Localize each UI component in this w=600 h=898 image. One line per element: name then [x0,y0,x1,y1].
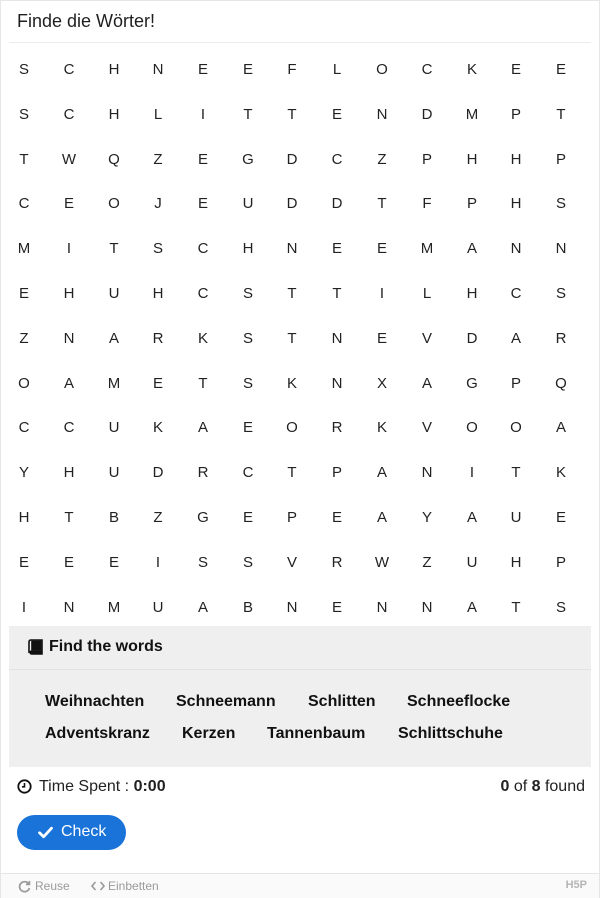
grid-letter-cell[interactable]: K [466,61,477,78]
grid-letter-cell[interactable]: T [511,598,521,616]
check-button[interactable] [17,815,126,850]
words-panel-title: Find the words [49,638,163,655]
grid-letter-cell[interactable]: U [108,419,120,437]
grid-letter-cell[interactable]: S [18,105,29,123]
grid-row [1,362,599,407]
grid-letter-cell[interactable]: F [287,61,297,78]
check-icon [38,826,53,839]
grid-letter-cell[interactable]: T [198,374,208,392]
grid-letter-cell[interactable]: H [510,195,522,213]
grid-letter-cell[interactable]: S [242,374,253,392]
grid-letter-cell[interactable]: D [286,195,298,213]
grid-letter-cell[interactable]: B [242,598,253,616]
grid-letter-cell[interactable]: R [331,419,343,437]
grid-letter-cell[interactable]: M [107,374,121,392]
grid-letter-cell[interactable]: E [376,240,387,258]
grid-letter-cell[interactable]: E [376,329,387,347]
grid-letter-cell[interactable]: H [466,150,478,168]
found-counter [500,778,585,796]
grid-letter-cell[interactable]: Y [18,464,29,482]
grid-letter-cell[interactable]: N [286,240,298,258]
time-spent-value: 0:00 [133,778,166,795]
grid-letter-cell[interactable]: T [19,150,29,168]
grid-letter-cell[interactable]: S [242,329,253,347]
grid-letter-cell[interactable]: U [466,553,478,571]
grid-letter-cell[interactable]: K [376,419,387,437]
grid-letter-cell[interactable]: S [242,553,253,571]
grid-letter-cell[interactable]: Y [421,508,432,526]
grid-letter-cell[interactable]: I [379,284,385,302]
grid-letter-cell[interactable]: X [376,374,387,392]
grid-letter-cell[interactable]: N [376,105,388,123]
found-text: found [540,778,585,795]
grid-letter-cell[interactable]: A [466,508,477,526]
word-item: Tannenbaum [267,725,366,742]
grid-letter-cell[interactable]: V [421,419,432,437]
grid-letter-cell[interactable]: C [18,195,30,213]
grid-letter-cell[interactable]: Q [108,150,120,168]
grid-letter-cell[interactable]: N [63,329,75,347]
word-item: Schlitten [308,693,376,710]
grid-letter-cell[interactable]: U [108,464,120,482]
grid-letter-cell[interactable]: S [555,598,566,616]
grid-letter-cell[interactable]: H [510,553,522,571]
grid-letter-cell[interactable]: S [555,284,566,302]
grid-letter-cell[interactable]: T [287,105,297,123]
grid-letter-cell[interactable]: C [331,150,343,168]
grid-letter-cell[interactable]: E [242,508,253,526]
footer-bar [1,873,599,898]
grid-letter-cell[interactable]: H [108,105,120,123]
grid-letter-cell[interactable]: N [421,598,433,616]
word-item: Schneemann [176,693,276,710]
words-panel-header [9,626,591,670]
status-bar [17,776,585,798]
clock-icon [17,779,32,794]
grid-letter-cell[interactable]: E [331,598,342,616]
grid-letter-cell[interactable]: T [64,508,74,526]
grid-letter-cell[interactable]: I [66,240,72,258]
grid-letter-cell[interactable]: E [242,419,253,437]
grid-letter-cell[interactable]: M [107,598,121,616]
grid-letter-cell[interactable]: G [242,150,254,168]
word-item: Kerzen [182,725,236,742]
words-panel [9,626,591,767]
grid-letter-cell[interactable]: Z [19,329,29,347]
reuse-link[interactable]: Reuse [35,879,70,893]
grid-letter-cell[interactable]: E [555,61,566,78]
grid-letter-cell[interactable]: E [555,508,566,526]
grid-letter-cell[interactable]: E [63,553,74,571]
grid-letter-cell[interactable]: O [286,419,298,437]
grid-letter-cell[interactable]: A [197,419,208,437]
grid-letter-cell[interactable]: S [152,240,163,258]
h5p-logo: H5P [565,879,587,891]
grid-letter-cell[interactable]: H [242,240,254,258]
title-divider [9,42,591,43]
check-button-label: Check [61,823,107,840]
grid-letter-cell[interactable]: A [376,464,387,482]
found-of-text: of [509,778,532,795]
grid-letter-cell[interactable]: K [152,419,163,437]
grid-letter-cell[interactable]: T [243,105,253,123]
grid-letter-cell[interactable]: T [377,195,387,213]
grid-letter-cell[interactable]: M [420,240,434,258]
grid-letter-cell[interactable]: T [287,464,297,482]
embed-icon [91,881,105,891]
grid-row [1,317,599,362]
book-icon [28,639,43,655]
grid-letter-cell[interactable]: N [376,598,388,616]
time-spent-label: Time Spent : [39,778,134,795]
grid-letter-cell[interactable]: M [465,105,479,123]
grid-letter-cell[interactable]: O [376,61,388,78]
grid-letter-cell[interactable]: T [332,284,342,302]
grid-letter-cell[interactable]: O [510,419,522,437]
grid-row [1,406,599,451]
grid-letter-cell[interactable]: E [63,195,74,213]
grid-letter-cell[interactable]: N [286,598,298,616]
grid-row [1,227,599,272]
grid-letter-cell[interactable]: Z [377,150,387,168]
grid-row [1,541,599,586]
grid-letter-cell[interactable]: A [466,240,477,258]
grid-letter-cell[interactable]: H [510,150,522,168]
grid-letter-cell[interactable]: P [421,150,432,168]
grid-letter-cell[interactable]: E [108,553,119,571]
grid-letter-cell[interactable]: Z [153,150,163,168]
grid-row [1,48,599,93]
grid-row [1,451,599,496]
grid-letter-cell[interactable]: A [197,598,208,616]
grid-letter-cell[interactable]: E [18,284,29,302]
grid-letter-cell[interactable]: P [510,105,521,123]
grid-letter-cell[interactable]: A [555,419,566,437]
grid-letter-cell[interactable]: E [152,374,163,392]
grid-letter-cell[interactable]: L [153,105,163,123]
grid-letter-cell[interactable]: T [109,240,119,258]
page-title: Finde die Wörter! [17,11,156,31]
grid-letter-cell[interactable]: D [331,195,343,213]
grid-letter-cell[interactable]: W [374,553,390,571]
grid-letter-cell[interactable]: G [197,508,209,526]
grid-letter-cell[interactable]: E [242,61,253,78]
grid-letter-cell[interactable]: D [286,150,298,168]
grid-letter-cell[interactable]: T [287,329,297,347]
found-total: 8 [531,778,541,795]
grid-letter-cell[interactable]: K [197,329,208,347]
grid-letter-cell[interactable]: O [108,195,120,213]
grid-letter-cell[interactable]: N [555,240,567,258]
grid-letter-cell[interactable]: T [287,284,297,302]
grid-letter-cell[interactable]: S [242,284,253,302]
reuse-icon [18,880,31,893]
grid-letter-cell[interactable]: C [63,419,75,437]
grid-letter-cell[interactable]: E [331,240,342,258]
grid-letter-cell[interactable]: R [152,329,164,347]
grid-letter-cell[interactable]: A [108,329,119,347]
grid-letter-cell[interactable]: A [466,598,477,616]
grid-letter-cell[interactable]: C [421,61,433,78]
grid-letter-cell[interactable]: A [63,374,74,392]
grid-letter-cell[interactable]: E [510,61,521,78]
grid-letter-cell[interactable]: N [331,374,343,392]
grid-letter-cell[interactable]: V [286,553,297,571]
grid-letter-cell[interactable]: C [242,464,254,482]
found-count: 0 [500,778,510,795]
grid-letter-cell[interactable]: E [197,195,208,213]
grid-letter-cell[interactable]: V [421,329,432,347]
grid-letter-cell[interactable]: P [510,374,521,392]
grid-row [1,93,599,138]
grid-letter-cell[interactable]: N [152,61,164,78]
word-item: Weihnachten [45,693,145,710]
word-item: Schneeflocke [407,693,511,710]
grid-letter-cell[interactable]: A [510,329,521,347]
grid-letter-cell[interactable]: N [510,240,522,258]
grid-letter-cell[interactable]: M [17,240,31,258]
grid-letter-cell[interactable]: O [466,419,478,437]
letter-grid[interactable] [1,48,599,630]
grid-letter-cell[interactable]: I [469,464,475,482]
grid-letter-cell[interactable]: F [422,195,432,213]
grid-letter-cell[interactable]: H [152,284,164,302]
grid-row [1,182,599,227]
grid-letter-cell[interactable]: P [555,150,566,168]
grid-letter-cell[interactable]: C [197,240,209,258]
grid-letter-cell[interactable]: N [63,598,75,616]
grid-letter-cell[interactable]: Z [422,553,432,571]
grid-letter-cell[interactable]: R [555,329,567,347]
grid-row [1,586,599,631]
grid-letter-cell[interactable]: A [421,374,432,392]
grid-letter-cell[interactable]: P [331,464,342,482]
grid-letter-cell[interactable]: R [331,553,343,571]
grid-row [1,496,599,541]
grid-letter-cell[interactable]: H [18,508,30,526]
grid-letter-cell[interactable]: E [197,61,208,78]
grid-letter-cell[interactable]: I [21,598,27,616]
grid-letter-cell[interactable]: E [331,508,342,526]
grid-letter-cell[interactable]: H [108,61,120,78]
grid-letter-cell[interactable]: N [421,464,433,482]
word-item: Schlittschuhe [398,725,503,742]
grid-letter-cell[interactable]: U [108,284,120,302]
grid-letter-cell[interactable]: A [376,508,387,526]
grid-letter-cell[interactable]: H [466,284,478,302]
grid-letter-cell[interactable]: C [63,61,75,78]
grid-letter-cell[interactable]: K [286,374,297,392]
grid-letter-cell[interactable]: C [197,284,209,302]
grid-letter-cell[interactable]: R [197,464,209,482]
grid-letter-cell[interactable]: L [332,61,342,78]
grid-letter-cell[interactable]: C [510,284,522,302]
grid-letter-cell[interactable]: N [331,329,343,347]
grid-letter-cell[interactable]: H [63,464,75,482]
grid-letter-cell[interactable]: O [18,374,30,392]
grid-letter-cell[interactable]: U [510,508,522,526]
grid-row [1,272,599,317]
grid-letter-cell[interactable]: W [61,150,77,168]
grid-letter-cell[interactable]: P [555,553,566,571]
grid-letter-cell[interactable]: T [556,105,566,123]
grid-letter-cell[interactable]: C [18,419,30,437]
grid-letter-cell[interactable]: U [152,598,164,616]
grid-letter-cell[interactable]: S [18,61,29,78]
grid-letter-cell[interactable]: J [154,195,162,213]
grid-letter-cell[interactable]: E [331,105,342,123]
grid-letter-cell[interactable]: E [18,553,29,571]
grid-letter-cell[interactable]: Q [555,374,567,392]
grid-letter-cell[interactable]: S [197,553,208,571]
grid-letter-cell[interactable]: D [421,105,433,123]
grid-letter-cell[interactable]: H [63,284,75,302]
grid-letter-cell[interactable]: D [466,329,478,347]
grid-letter-cell[interactable]: B [108,508,119,526]
grid-letter-cell[interactable]: E [197,150,208,168]
grid-letter-cell[interactable]: P [466,195,477,213]
grid-letter-cell[interactable]: S [555,195,566,213]
grid-letter-cell[interactable]: Z [153,508,163,526]
time-spent [39,778,166,796]
word-item: Adventskranz [45,725,150,742]
grid-letter-cell[interactable]: D [152,464,164,482]
embed-link[interactable]: Einbetten [108,879,159,893]
grid-letter-cell[interactable]: I [200,105,206,123]
grid-letter-cell[interactable]: T [511,464,521,482]
grid-letter-cell[interactable]: L [422,284,432,302]
grid-letter-cell[interactable]: P [286,508,297,526]
grid-letter-cell[interactable]: C [63,105,75,123]
grid-letter-cell[interactable]: K [555,464,566,482]
grid-row [1,138,599,183]
grid-letter-cell[interactable]: G [466,374,478,392]
grid-letter-cell[interactable]: I [155,553,161,571]
grid-letter-cell[interactable]: U [242,195,254,213]
